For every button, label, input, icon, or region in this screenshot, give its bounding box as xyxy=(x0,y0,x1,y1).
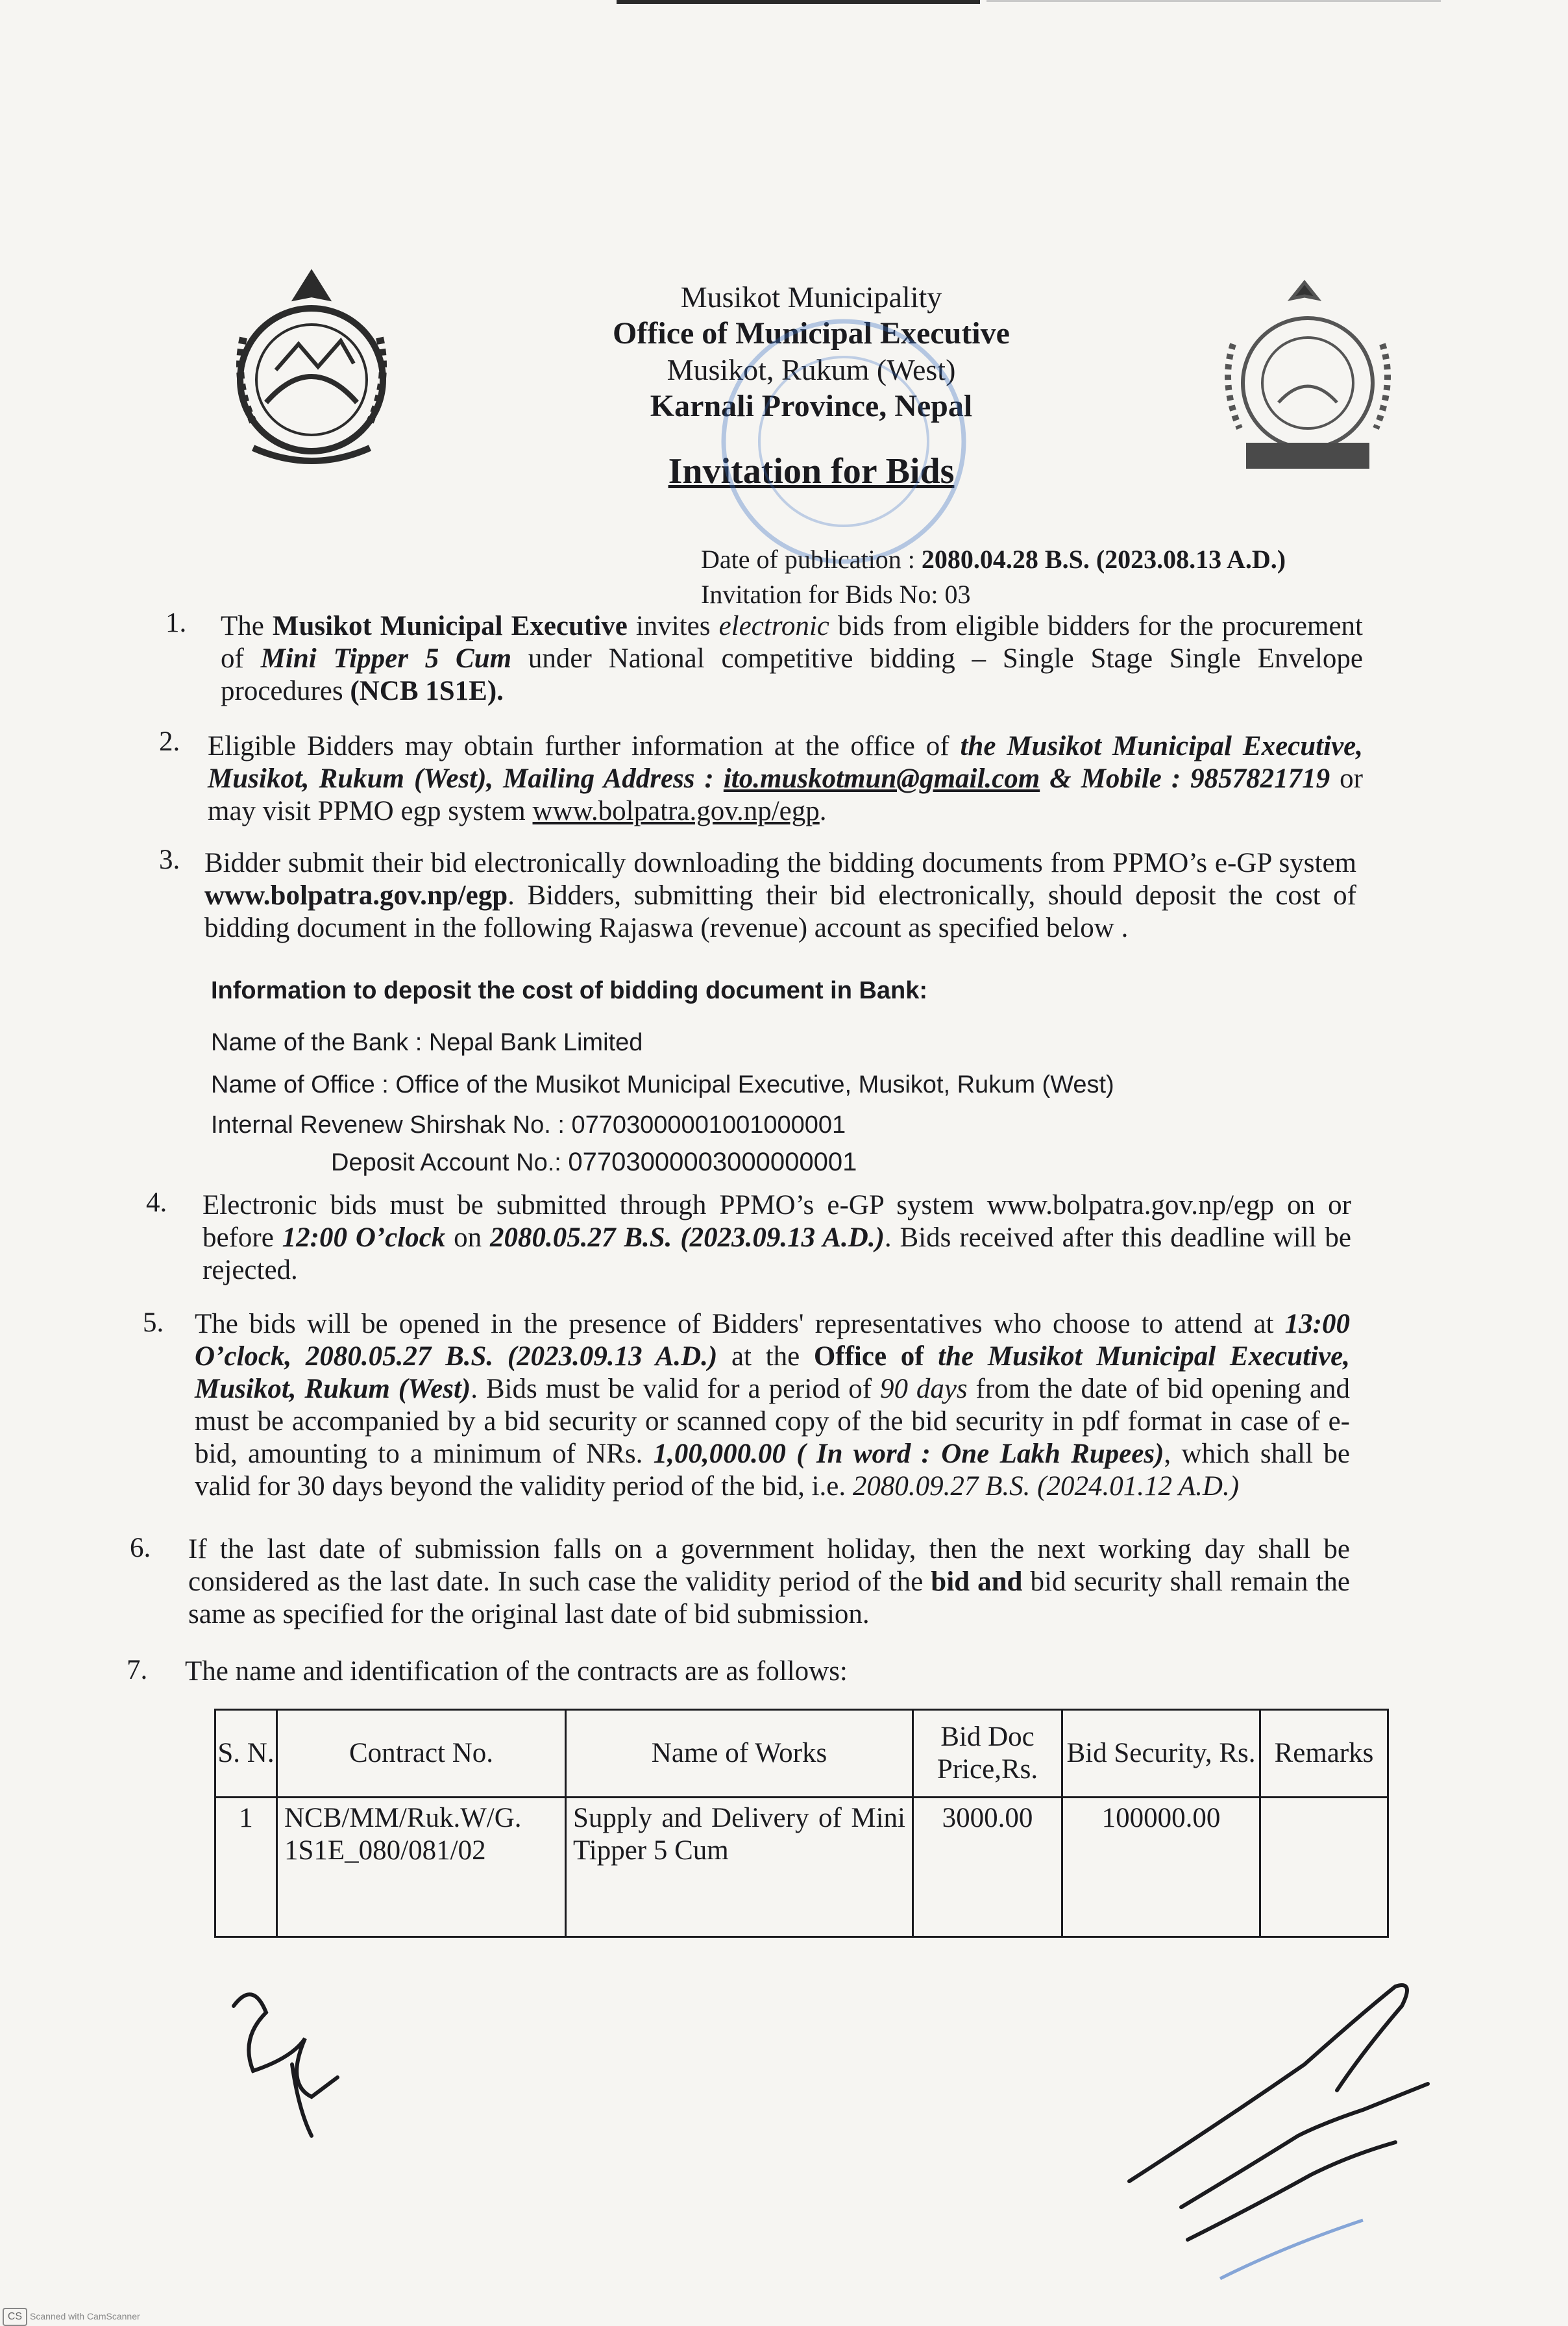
publication-date: 2080.04.28 B.S. (2023.08.13 A.D.) xyxy=(921,545,1286,574)
nepal-emblem-icon xyxy=(214,260,409,480)
col-header-name-of-works: Name of Works xyxy=(566,1710,913,1798)
cell-remarks xyxy=(1260,1798,1388,1937)
item-number: 1. xyxy=(165,608,187,638)
col-header-contract-no: Contract No. xyxy=(277,1710,566,1798)
cell-sn: 1 xyxy=(215,1798,277,1937)
table-header-row xyxy=(215,1710,1388,1798)
item-1-text: The Musikot Municipal Executive invites electronic bids from eligible bidders for the procurement of Mini Tipper 5 Cum under National competitive bidding – Single Stage Single Envelope procedures (NCB 1S1E). xyxy=(221,611,1363,706)
item-5-text: The bids will be opened in the presence of Bidders' representatives who choose to attend at 13:00 O’clock, 2080.05.27 B.S. (2023.09.13 A.D.) at the Office of the Musikot Municipal Executive, Musikot, Rukum (West). Bids must be valid for a period of 90 days from the date of bid opening and must be accompanied by a bid security or scanned copy of the bid security in pdf format in case of e-bid, amounting to a minimum of NRs. 1,00,000.00 ( In word : One Lakh Rupees), which shall be valid for 30 days beyond the validity period of the bid, i.e. 2080.09.27 B.S. (2024.01.12 A.D.) xyxy=(195,1309,1351,1502)
col-header-remarks: Remarks xyxy=(1260,1710,1388,1798)
egp-link[interactable]: www.bolpatra.gov.np/egp xyxy=(532,796,820,826)
contracts-table xyxy=(214,1709,1389,1938)
table-row xyxy=(215,1798,1388,1937)
ifb-number: Invitation for Bids No: 03 xyxy=(701,580,971,609)
province-name: Karnali Province, Nepal xyxy=(650,389,973,423)
signature-right-icon xyxy=(1090,1961,1480,2298)
office-name: Office of Municipal Executive xyxy=(613,316,1010,351)
camscanner-logo: CS xyxy=(3,2308,27,2326)
item-number: 4. xyxy=(146,1187,167,1218)
publication-info xyxy=(701,542,1286,612)
revenue-number: Internal Revenew Shirshak No. : 07703000001001000001 xyxy=(211,1111,846,1139)
contact-email-link[interactable]: ito.muskotmun@gmail.com xyxy=(723,763,1040,794)
item-7-text: The name and identification of the contracts are as follows: xyxy=(185,1656,848,1687)
bank-info-heading: Information to deposit the cost of bidding document in Bank: xyxy=(211,977,928,1004)
col-header-bid-doc-price: Bid Doc Price,Rs. xyxy=(913,1710,1062,1798)
signature-left-icon xyxy=(214,1967,363,2142)
cell-contract-no: NCB/MM/Ruk.W/G. 1S1E_080/081/02 xyxy=(277,1798,566,1937)
publication-date-label: Date of publication : xyxy=(701,545,915,574)
top-edge-faint-line xyxy=(986,0,1441,2)
cell-name-of-works: Supply and Delivery of Mini Tipper 5 Cum xyxy=(566,1798,913,1937)
item-number: 6. xyxy=(130,1533,151,1563)
office-location: Musikot, Rukum (West) xyxy=(667,353,956,386)
item-6-text: If the last date of submission falls on a government holiday, then the next working day shall be considered as the last date. In such case the validity period of the bid and bid security shall remain the same as specified for the original last date of bid submission. xyxy=(188,1534,1350,1629)
cell-bid-security: 100000.00 xyxy=(1062,1798,1260,1937)
deposit-account: Deposit Account No.: 07703000003000000001 xyxy=(331,1148,857,1176)
bank-name: Name of the Bank : Nepal Bank Limited xyxy=(211,1029,643,1056)
col-header-sn: S. N. xyxy=(215,1710,277,1798)
page-title: Invitation for Bids xyxy=(668,451,955,491)
municipality-logo-icon xyxy=(1207,273,1408,480)
top-edge-line xyxy=(617,0,980,4)
org-name: Musikot Municipality xyxy=(680,280,942,314)
col-header-bid-security: Bid Security, Rs. xyxy=(1062,1710,1260,1798)
item-2-text: Eligible Bidders may obtain further information at the office of the Musikot Municipal Executive, Musikot, Rukum (West), Mailing Address : ito.muskotmun@gmail.com & Mobile : 9857821719 or may visit PPMO egp system www.bolpatra.gov.np/egp. xyxy=(208,731,1363,826)
official-stamp-icon xyxy=(714,305,974,578)
item-number: 3. xyxy=(159,845,180,875)
camscanner-watermark: Scanned with CamScanner xyxy=(30,2311,140,2321)
item-number: 5. xyxy=(143,1307,164,1338)
cell-bid-doc-price: 3000.00 xyxy=(913,1798,1062,1937)
item-3-text: Bidder submit their bid electronically downloading the bidding documents from PPMO’s e-GP system www.bolpatra.gov.np/egp. Bidders, submitting their bid electronically, should deposit the cost of bidding document in the following Rajaswa (revenue) account as specified below . xyxy=(204,848,1356,943)
item-number: 7. xyxy=(127,1655,148,1685)
item-4-text: Electronic bids must be submitted through PPMO’s e-GP system www.bolpatra.gov.np/egp on or before 12:00 O’clock on 2080.05.27 B.S. (2023.09.13 A.D.). Bids received after this deadline will be rejected. xyxy=(202,1190,1352,1285)
item-number: 2. xyxy=(159,726,180,757)
office-name-line: Name of Office : Office of the Musikot Municipal Executive, Musikot, Rukum (West) xyxy=(211,1071,1114,1098)
